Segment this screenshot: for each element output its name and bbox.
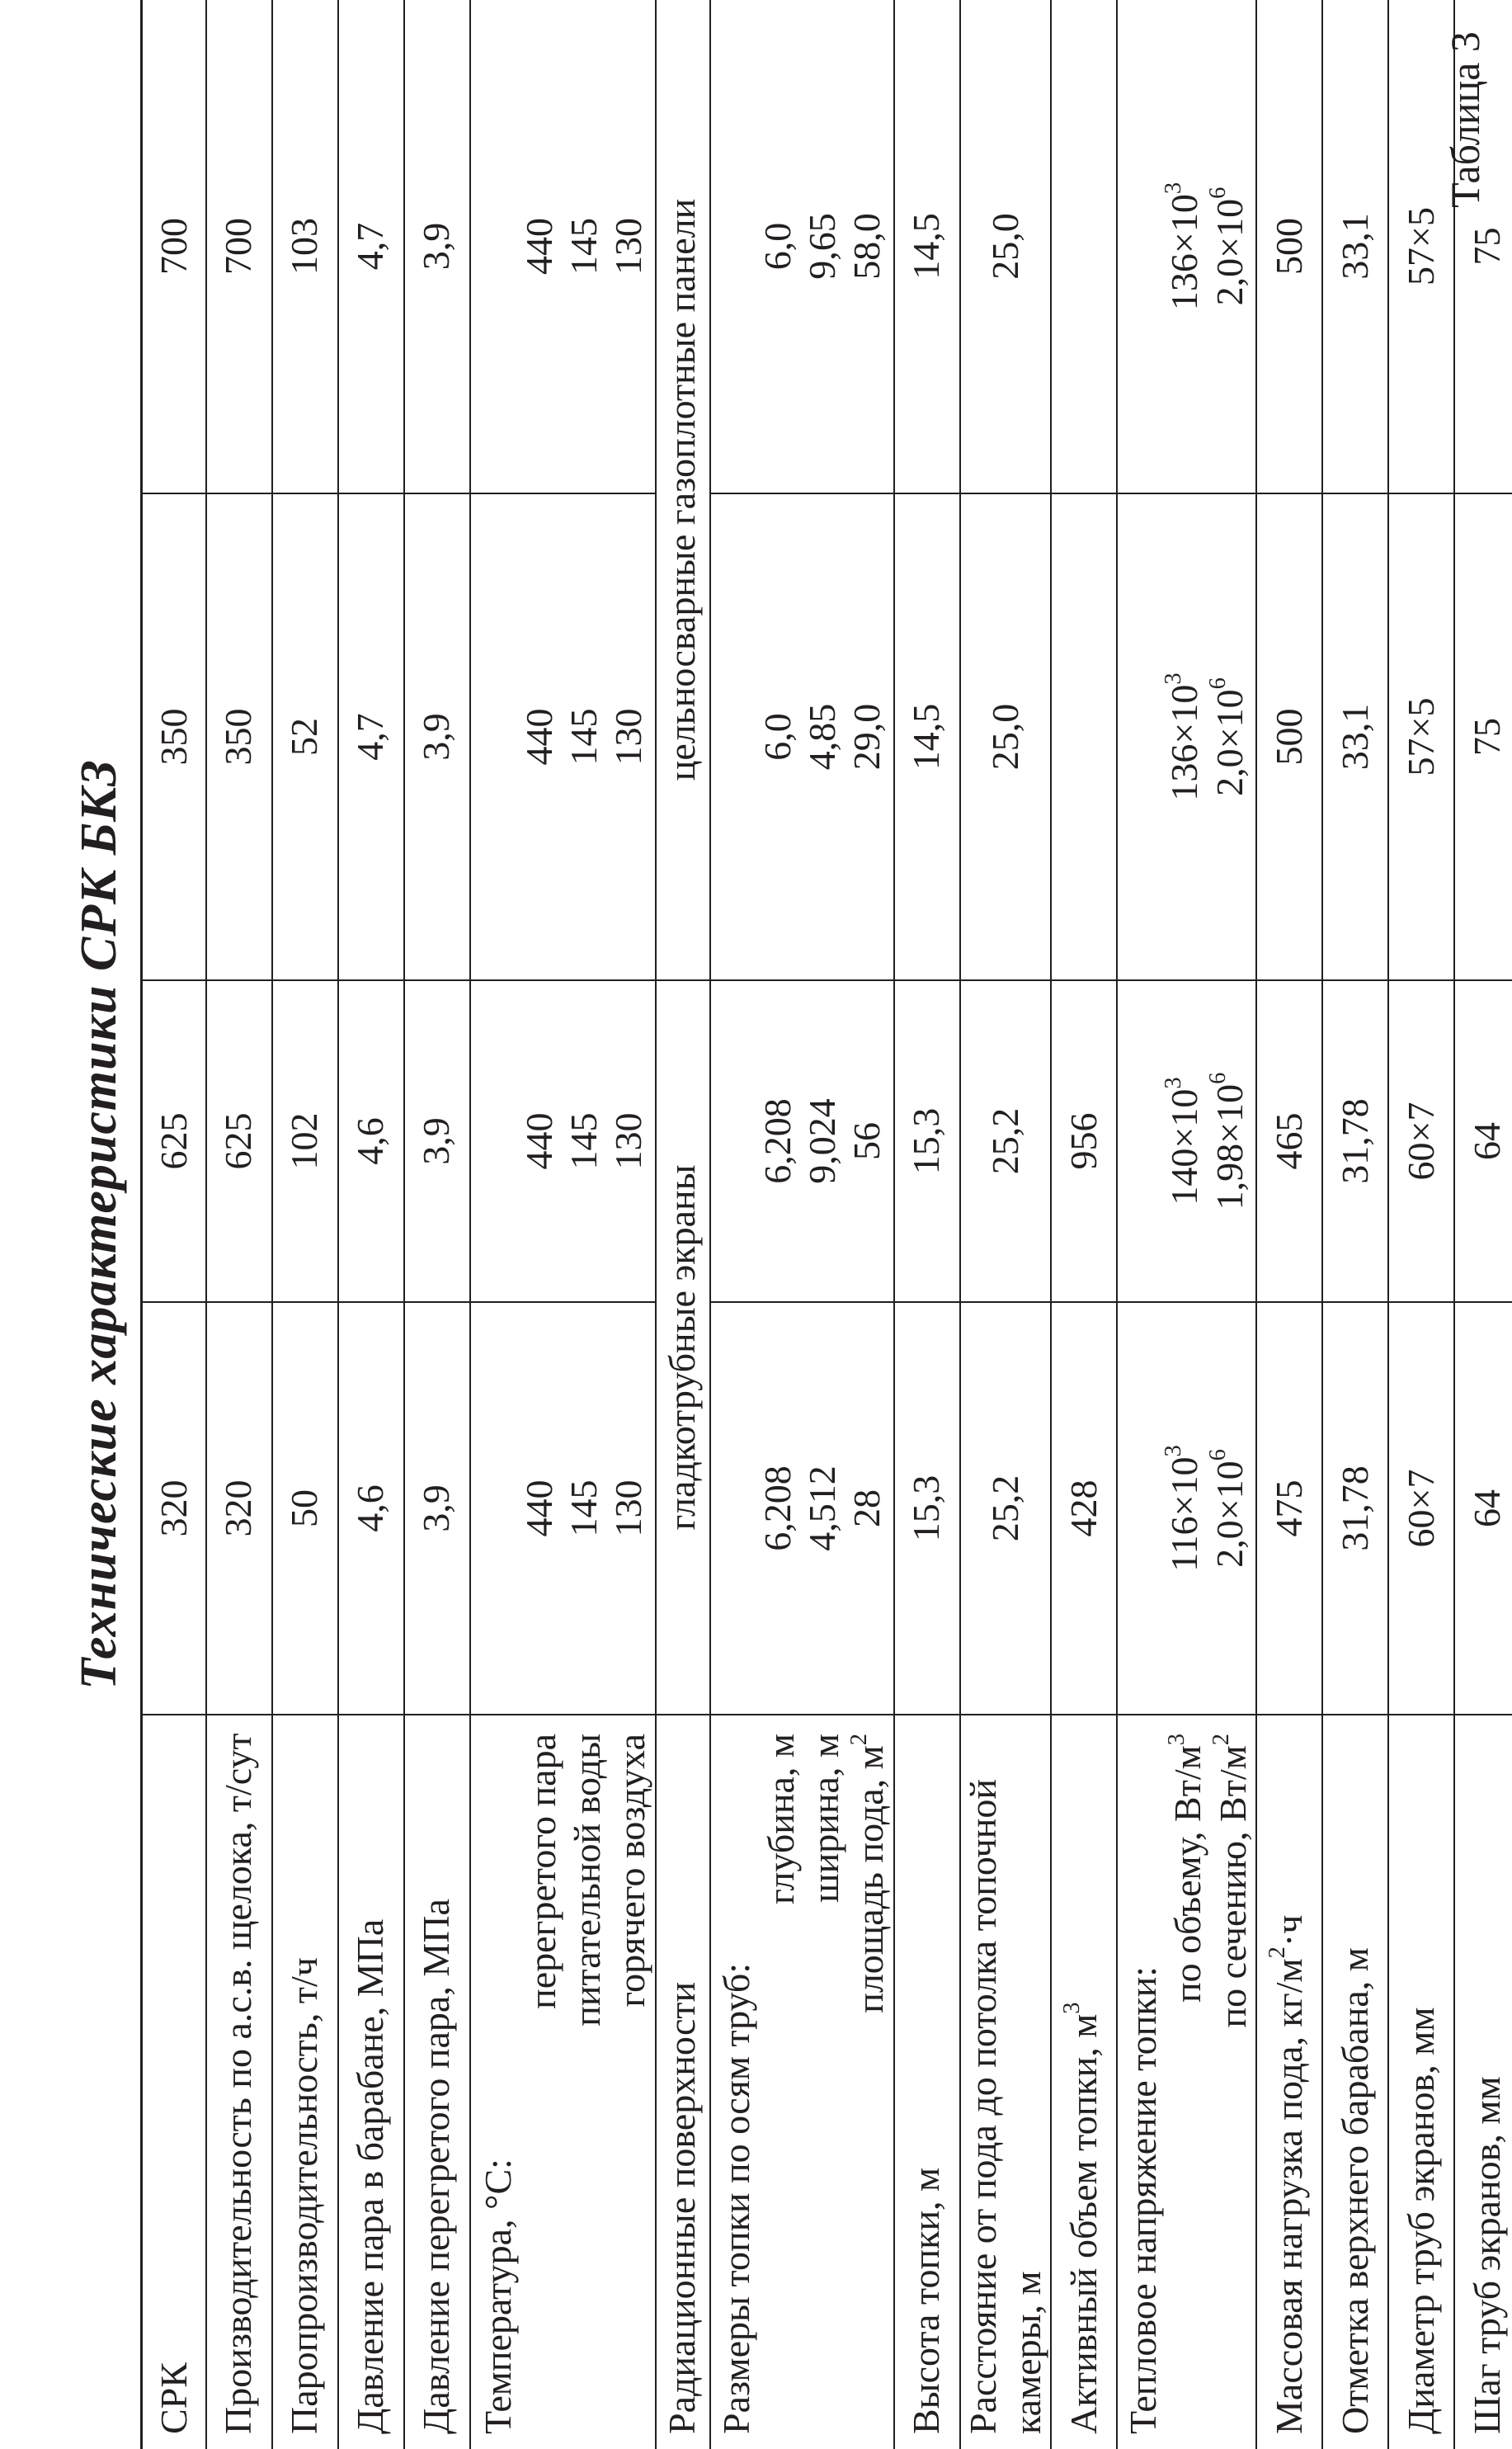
mantissa: 2,0×10 — [1208, 689, 1251, 796]
cell-value: 28 — [845, 1489, 888, 1527]
sub-label — [1208, 1715, 1255, 2434]
cell-value: 6,208 — [756, 1465, 798, 1551]
mantissa: 140×10 — [1163, 1088, 1206, 1206]
superscript: 3 — [1160, 672, 1186, 685]
mantissa: 116×10 — [1163, 1456, 1206, 1572]
row-label: Давление перегретого пара, МПа — [404, 1715, 470, 2449]
row-label — [470, 1715, 656, 2449]
cell — [1051, 0, 1117, 493]
cell: 25,0 — [960, 493, 1052, 980]
cell: 4,7 — [338, 0, 404, 493]
cell: 64 — [1454, 980, 1512, 1302]
cell — [1117, 493, 1256, 980]
cell: 3,9 — [404, 0, 470, 493]
sub-label — [1163, 1715, 1210, 2434]
sub-label: питательной воды — [566, 1734, 609, 2027]
mantissa: 136×10 — [1163, 194, 1206, 311]
temperature-label: Температура, °С: — [476, 2159, 519, 2434]
cell: 4,7 — [338, 493, 404, 980]
sub-label: перегретого пара — [520, 1734, 563, 2009]
cell: 3,9 — [404, 980, 470, 1302]
table-row — [142, 0, 206, 2449]
cell-value — [1162, 1303, 1207, 1714]
table-row — [272, 0, 338, 2449]
sub-label: ширина, м — [804, 1734, 847, 1903]
cell — [710, 493, 894, 980]
cell — [1117, 0, 1256, 493]
cell-value — [1162, 981, 1207, 1301]
cell: 625 — [206, 980, 272, 1302]
row-label — [1051, 1715, 1117, 2449]
mantissa: 2,0×10 — [1208, 1460, 1251, 1568]
superscript: 6 — [1205, 1072, 1232, 1084]
cell-value: 6,208 — [756, 1098, 798, 1184]
sub-label-text: по сечению, Вт/м — [1211, 1745, 1254, 2028]
cell: 75 — [1466, 227, 1509, 266]
table-row-heat — [1117, 0, 1256, 2449]
cell: 25,2 — [960, 1302, 1052, 1715]
row-label: Паропроизводительность, т/ч — [272, 1715, 338, 2449]
cell: 428 — [1051, 1302, 1117, 1715]
cell: 475 — [1256, 1302, 1322, 1715]
col-header: 700 — [142, 0, 206, 493]
cell: 102 — [272, 980, 338, 1302]
cell: 700 — [206, 0, 272, 493]
cell-value: 9,65 — [801, 213, 844, 280]
cell: 500 — [1256, 493, 1322, 980]
cell: 33,1 — [1322, 0, 1388, 493]
row-label: СРК — [142, 1715, 206, 2449]
cell-value: 29,0 — [845, 703, 888, 771]
table-row-radiation — [656, 0, 710, 2449]
row-label — [1117, 1715, 1256, 2449]
cell: 52 — [272, 493, 338, 980]
cell-value: 6,0 — [756, 222, 798, 271]
col-header: 350 — [142, 493, 206, 980]
table-title: Технические характеристики СРК БКЗ — [71, 759, 127, 1690]
cell: 33,1 — [1322, 493, 1388, 980]
cell-value: 56 — [845, 1122, 888, 1160]
table-row — [1256, 0, 1322, 2449]
row-label: Высота топки, м — [894, 1715, 960, 2449]
cell-value: 4,512 — [801, 1465, 844, 1551]
cell-value: 440 — [517, 1479, 560, 1537]
row-label: Давление пара в барабане, МПа — [338, 1715, 404, 2449]
table-row — [960, 0, 1052, 2449]
cell: 57×5 — [1388, 493, 1454, 980]
cell: 64 — [1454, 1302, 1512, 1715]
cell: 3,9 — [404, 493, 470, 980]
cell: 25,0 — [960, 0, 1052, 493]
table-number-text: Таблица 3 — [1442, 31, 1488, 208]
table-row — [206, 0, 272, 2449]
cell — [470, 493, 656, 980]
dimensions-label: Размеры топки по осям труб: — [714, 1962, 757, 2434]
mantissa: 1,98×10 — [1208, 1083, 1251, 1210]
row-label: Шаг труб экранов, мм — [1454, 1715, 1512, 2449]
table-row — [1388, 0, 1454, 2449]
table-row-temperature — [470, 0, 656, 2449]
cell: 50 — [272, 1302, 338, 1715]
cell-value: 6,0 — [756, 713, 798, 761]
table-row — [338, 0, 404, 2449]
cell-value: 145 — [563, 218, 605, 275]
cell-value — [1162, 0, 1207, 493]
sub-label: горячего воздуха — [610, 1734, 653, 2008]
cell: 4,6 — [338, 1302, 404, 1715]
col-header: 625 — [142, 980, 206, 1302]
sub-label-text: площадь пода, м — [849, 1745, 892, 2013]
superscript: 3 — [1160, 182, 1186, 195]
row-label: Производительность по а.с.в. щелока, т/сут — [206, 1715, 272, 2449]
superscript: 6 — [1205, 186, 1232, 199]
superscript: 3 — [1059, 2002, 1086, 2014]
row-label: Радиационные поверхности — [656, 1715, 710, 2449]
cell-value — [1205, 1303, 1252, 1714]
cell: 500 — [1256, 0, 1322, 493]
cell: 3,9 — [404, 1302, 470, 1715]
cell: 465 — [1256, 980, 1322, 1302]
row-label: Диаметр труб экранов, мм — [1388, 1715, 1454, 2449]
row-label: Расстояние от пода до потолка топочной камеры, м — [960, 1715, 1052, 2449]
row-label-text: Активный объем топки, м — [1062, 2013, 1105, 2434]
cell: 75 — [1454, 493, 1512, 980]
cell: 14,5 — [894, 0, 960, 493]
sub-label-text: по объему, Вт/м — [1166, 1745, 1209, 2003]
cell-value: 440 — [517, 218, 560, 275]
cell — [470, 980, 656, 1302]
cell — [710, 1302, 894, 1715]
cell-value: 145 — [563, 1112, 605, 1170]
cell-value: 145 — [563, 708, 605, 766]
cell-value: 440 — [517, 708, 560, 766]
cell: 350 — [206, 493, 272, 980]
cell: 14,5 — [894, 493, 960, 980]
row-label-text: ·ч — [1267, 1914, 1310, 1947]
cell — [470, 1302, 656, 1715]
table-row-dimensions — [710, 0, 894, 2449]
cell-value: 130 — [607, 708, 650, 766]
cell: 57×5 — [1388, 0, 1454, 493]
cell-value — [1205, 981, 1252, 1301]
cell-value — [1205, 494, 1252, 979]
cell: 956 — [1051, 980, 1117, 1302]
superscript: 3 — [1160, 1445, 1186, 1457]
cell-value — [1205, 0, 1252, 493]
table-row — [1322, 0, 1388, 2449]
cell: 25,2 — [960, 980, 1052, 1302]
cell: 103 — [272, 0, 338, 493]
row-label — [710, 1715, 894, 2449]
cell: 15,3 — [894, 980, 960, 1302]
cell — [1051, 493, 1117, 980]
cell: 60×7 — [1388, 980, 1454, 1302]
row-label: Отметка верхнего барабана, м — [1322, 1715, 1388, 2449]
superscript: 2 — [1265, 1946, 1291, 1959]
mantissa: 136×10 — [1163, 684, 1206, 801]
cell-value: 130 — [607, 218, 650, 275]
cell — [1117, 1302, 1256, 1715]
cell-value: 58,0 — [845, 213, 888, 280]
cell: 60×7 — [1388, 1302, 1454, 1715]
cell — [710, 0, 894, 493]
cell-value: 9,024 — [801, 1098, 844, 1184]
cell — [470, 0, 656, 493]
cell — [1117, 980, 1256, 1302]
cell: 31,78 — [1322, 1302, 1388, 1715]
sub-label — [845, 1715, 893, 2434]
cell: 15,3 — [894, 1302, 960, 1715]
sub-label: глубина, м — [759, 1734, 802, 1905]
superscript: 3 — [1160, 1077, 1186, 1089]
mantissa: 2,0×10 — [1208, 198, 1251, 306]
row-label — [1256, 1715, 1322, 2449]
span-cell: гладкотрубные экраны — [656, 980, 710, 1715]
specs-table — [140, 0, 1512, 2449]
cell-value: 4,85 — [801, 703, 844, 771]
cell: 320 — [206, 1302, 272, 1715]
cell-value: 130 — [607, 1479, 650, 1537]
col-header: 320 — [142, 1302, 206, 1715]
cell: 31,78 — [1322, 980, 1388, 1302]
table-row — [894, 0, 960, 2449]
cell-value: 145 — [563, 1479, 605, 1537]
row-label-text: Массовая нагрузка пода, кг/м — [1267, 1958, 1310, 2434]
cell-value: 440 — [517, 1112, 560, 1170]
table-row — [1051, 0, 1117, 2449]
superscript: 2 — [845, 1734, 872, 1746]
heat-label: Тепловое напряжение топки: — [1122, 1965, 1165, 2434]
cell-value: 130 — [607, 1112, 650, 1170]
cell-value — [1162, 494, 1207, 979]
table-row — [404, 0, 470, 2449]
superscript: 6 — [1205, 677, 1232, 690]
superscript: 3 — [1163, 1734, 1189, 1746]
table-row — [1454, 0, 1512, 2449]
cell: 4,6 — [338, 980, 404, 1302]
superscript: 6 — [1205, 1449, 1232, 1461]
superscript: 2 — [1208, 1734, 1235, 1746]
span-cell: цельносварные газоплотные панели — [656, 0, 710, 980]
cell — [710, 980, 894, 1302]
